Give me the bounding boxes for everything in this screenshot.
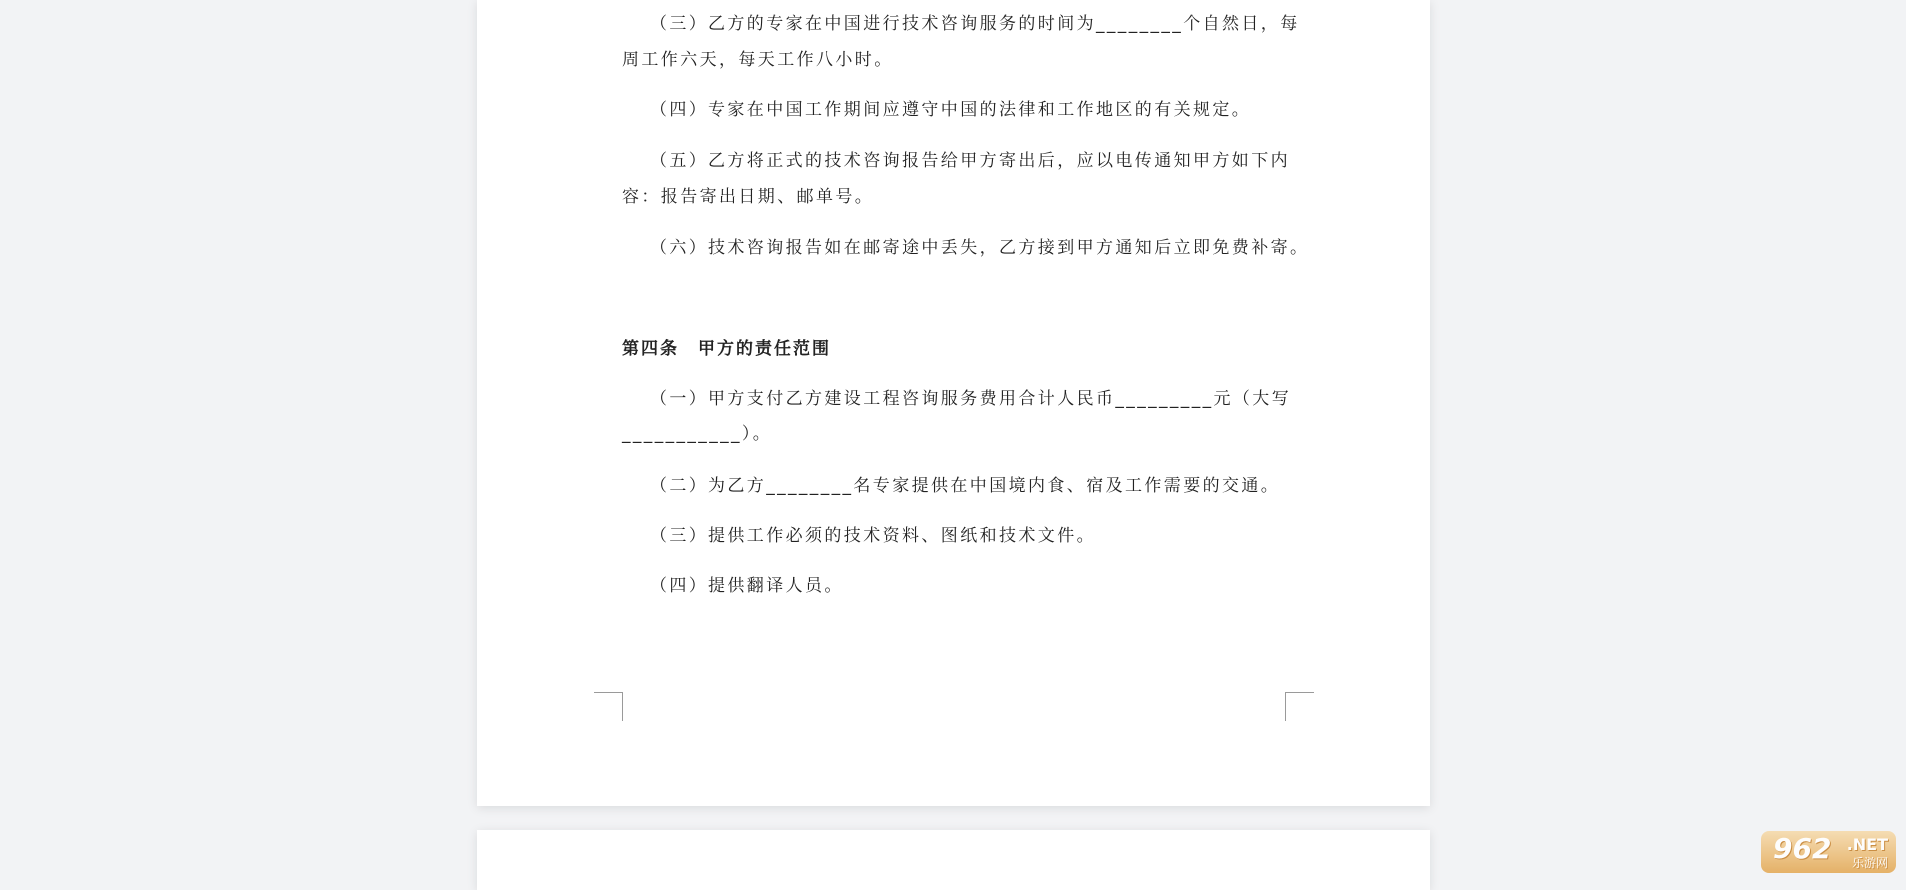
para-number: （三）: [650, 526, 709, 546]
para-text: 提供工作必须的技术资料、图纸和技术文件。: [708, 526, 1096, 546]
para-number: （四）: [650, 576, 709, 596]
para-number: （二）: [650, 476, 709, 496]
article4-para-3: [650, 526, 1096, 546]
para-number: （三）: [650, 14, 709, 34]
article3-para-3: [650, 14, 1300, 34]
para-text: 提供翻译人员。: [708, 576, 844, 596]
article4-para-4: [650, 576, 844, 596]
para-number: （一）: [650, 389, 709, 409]
article3-para-3-cont: [622, 50, 894, 70]
watermark-net: .NET: [1846, 835, 1888, 854]
para-number: （五）: [650, 151, 709, 171]
para-text: ___________）。: [622, 424, 773, 444]
article3-para-6: [650, 238, 1309, 258]
para-text: 周工作六天，每天工作八小时。: [622, 50, 894, 70]
article3-para-5: [650, 151, 1290, 171]
article3-para-4: [650, 100, 1251, 120]
para-number: （四）: [650, 100, 709, 120]
document-page: [477, 0, 1430, 806]
margin-corner-mark-right: [1285, 692, 1314, 721]
para-text: 为乙方________名专家提供在中国境内食、宿及工作需要的交通。: [708, 476, 1281, 496]
article4-para-1: [650, 389, 1291, 409]
para-text: 技术咨询报告如在邮寄途中丢失，乙方接到甲方通知后立即免费补寄。: [708, 238, 1310, 258]
para-text: 乙方将正式的技术咨询报告给甲方寄出后，应以电传通知甲方如下内: [708, 151, 1290, 171]
margin-corner-mark-left: [594, 692, 623, 721]
para-text: 容：报告寄出日期、邮单号。: [622, 187, 875, 207]
article4-heading: 第四条 甲方的责任范围: [622, 339, 831, 359]
watermark-subtitle: 乐游网: [1851, 856, 1888, 870]
para-text: 甲方支付乙方建设工程咨询服务费用合计人民币_________元（大写: [708, 389, 1292, 409]
article4-para-1-cont: [622, 424, 772, 444]
next-document-page: [477, 830, 1430, 890]
article4-para-2: [650, 476, 1280, 496]
para-text: 专家在中国工作期间应遵守中国的法律和工作地区的有关规定。: [708, 100, 1252, 120]
watermark-logo: 962: [1773, 832, 1832, 865]
para-number: （六）: [650, 238, 709, 258]
article3-para-5-cont: [622, 187, 874, 207]
site-watermark: [1761, 831, 1896, 873]
para-text: 乙方的专家在中国进行技术咨询服务的时间为________个自然日，每: [708, 14, 1300, 34]
